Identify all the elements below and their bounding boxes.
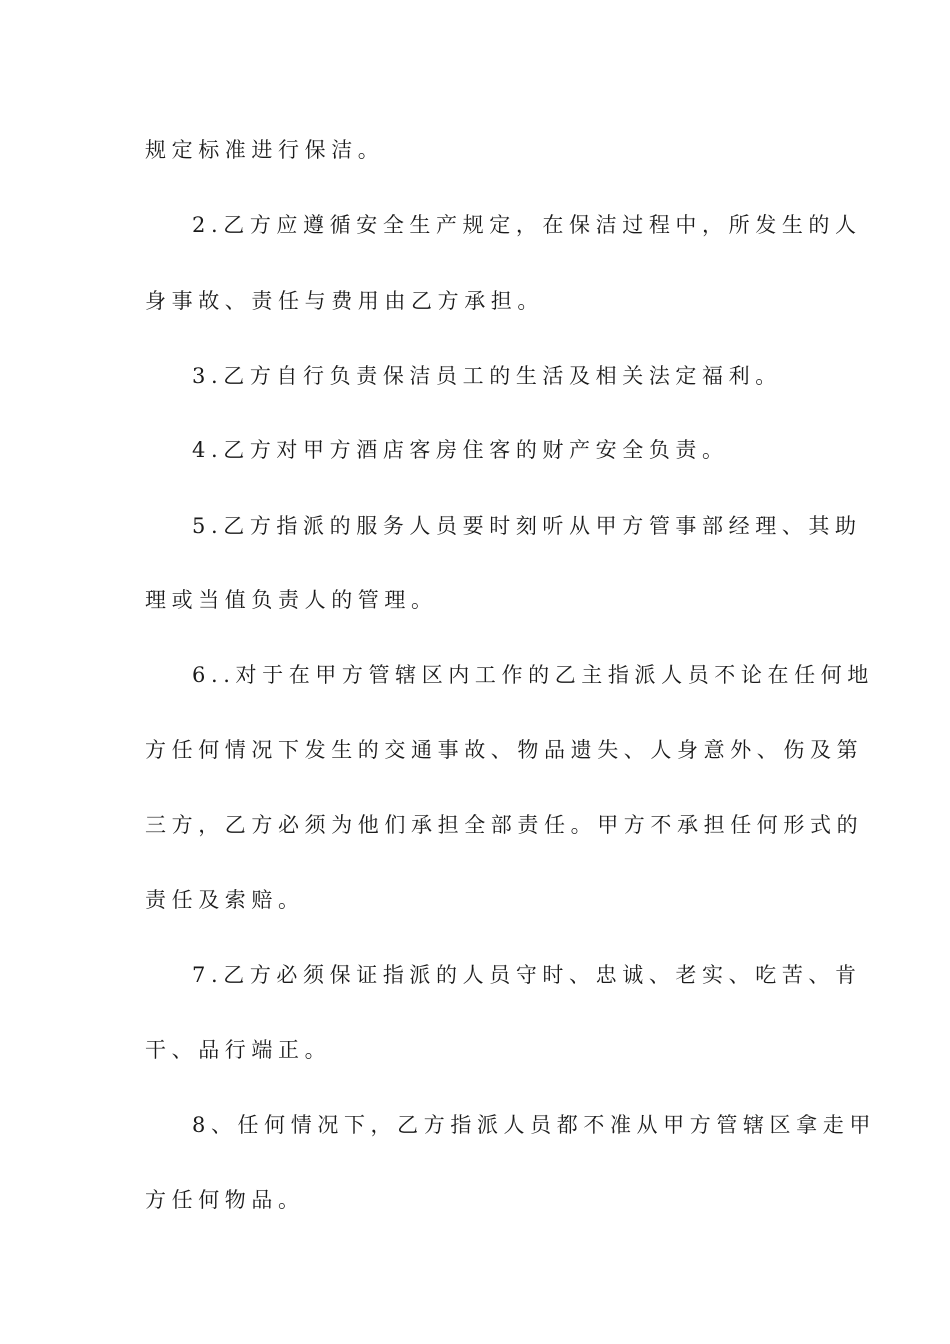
- text-line: 5.乙方指派的服务人员要时刻听从甲方管事部经理、其助: [192, 514, 862, 538]
- text-line: 8、任何情况下，乙方指派人员都不准从甲方管辖区拿走甲: [192, 1113, 876, 1137]
- text-line: 方任何情况下发生的交通事故、物品遗失、人身意外、伤及第: [145, 738, 864, 762]
- text-line: 三方，乙方必须为他们承担全部责任。甲方不承担任何形式的: [145, 813, 864, 837]
- text-line: 2.乙方应遵循安全生产规定，在保洁过程中，所发生的人: [192, 213, 862, 237]
- text-line: 责任及索赔。: [145, 888, 305, 912]
- text-line: 7.乙方必须保证指派的人员守时、忠诚、老实、吃苦、肯: [192, 963, 862, 987]
- text-line: 方任何物品。: [145, 1188, 305, 1212]
- text-line: 理或当值负责人的管理。: [145, 588, 438, 612]
- text-line: 规定标准进行保洁。: [145, 138, 385, 162]
- text-line: 3.乙方自行负责保洁员工的生活及相关法定福利。: [192, 364, 782, 388]
- text-line: 4.乙方对甲方酒店客房住客的财产安全负责。: [192, 438, 729, 462]
- text-line: 干、品行端正。: [145, 1038, 332, 1062]
- text-line: 身事故、责任与费用由乙方承担。: [145, 289, 544, 313]
- text-line: 6..对于在甲方管辖区内工作的乙主指派人员不论在任何地: [192, 663, 874, 687]
